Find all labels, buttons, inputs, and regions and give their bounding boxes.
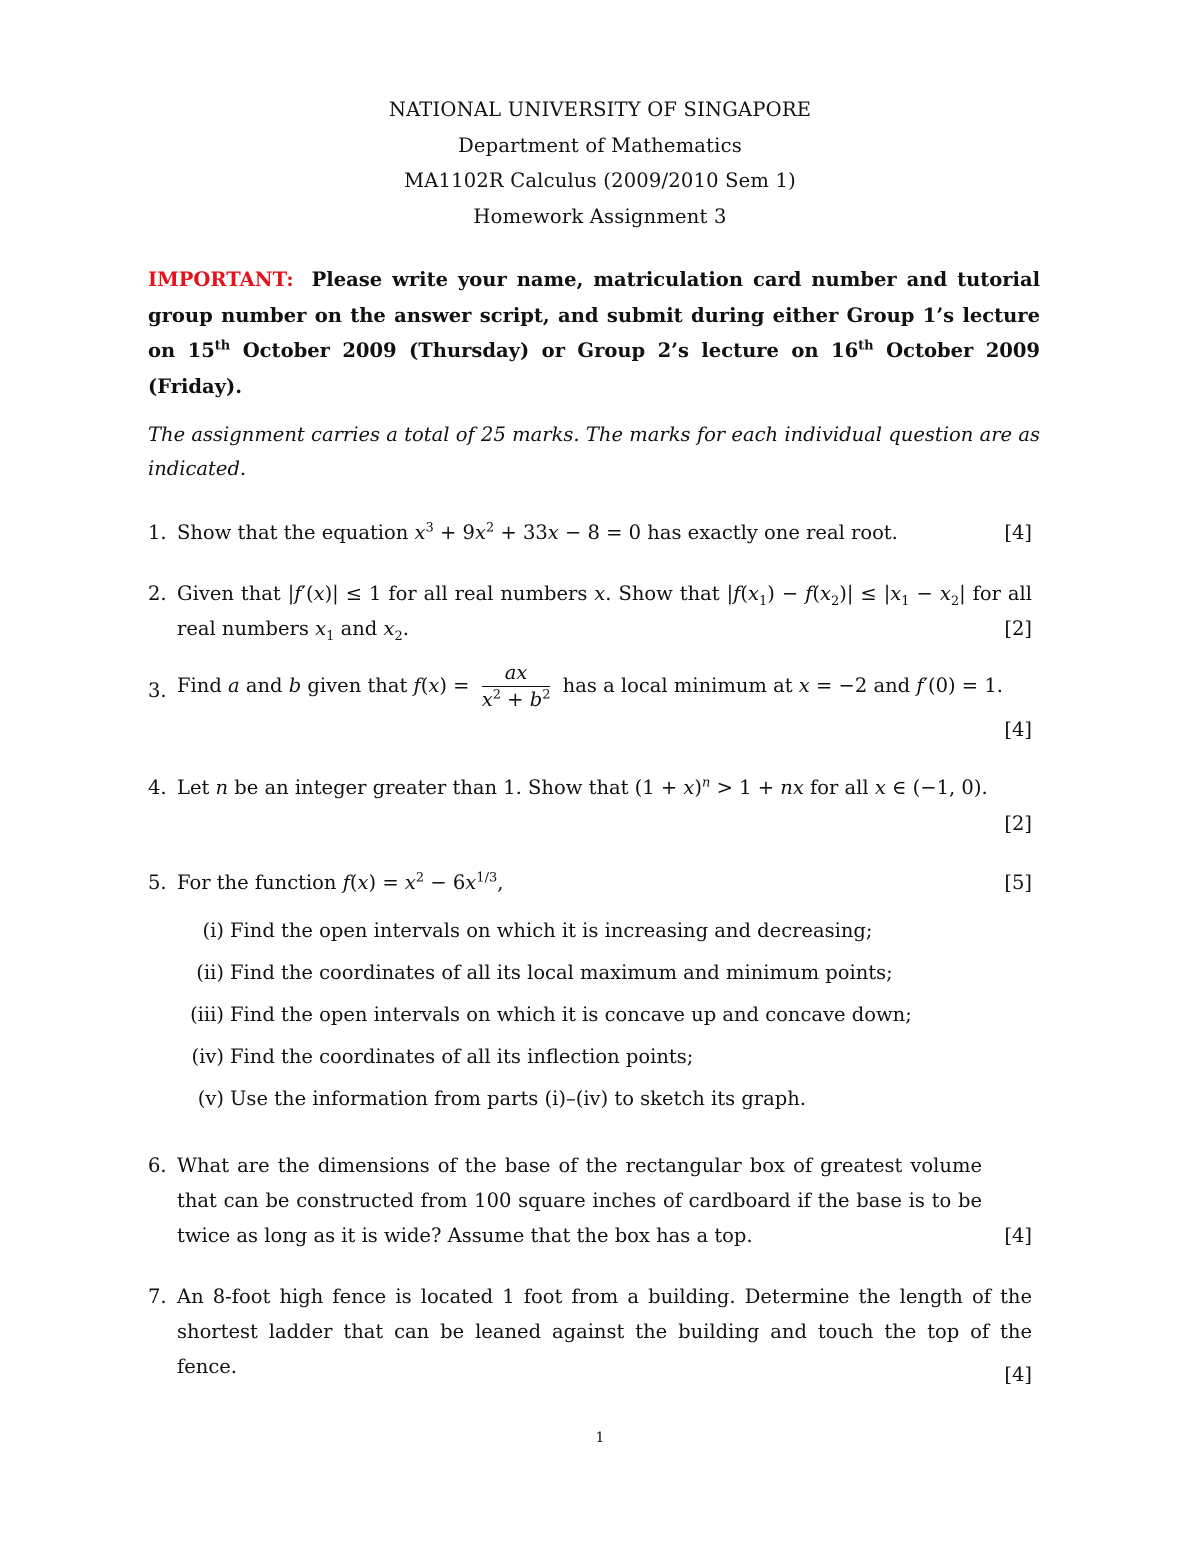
question-number: 6. xyxy=(148,1154,167,1177)
sub-part-label: (i) xyxy=(202,919,224,942)
department-name: Department of Mathematics xyxy=(458,133,742,157)
sub-part xyxy=(148,916,1032,946)
question-3 xyxy=(148,660,1032,741)
question-mark: [4] xyxy=(1004,1224,1032,1247)
question-text: Find a and b given that f(x) = $\frac{ax}{x^2 + b^2}$ has a local minimum at x = −2 and f′(0) = 1. xyxy=(177,661,1003,711)
ordinal-suffix: th xyxy=(214,338,231,354)
sub-part-text: Find the coordinates of all its inflection points; xyxy=(230,1045,694,1068)
question-text: An 8-foot high fence is located 1 foot from a building. Determine the length of the shortest ladder that can be leaned against the building and touch the top of the fence. xyxy=(177,1285,1032,1378)
university-name: NATIONAL UNIVERSITY OF SINGAPORE xyxy=(388,98,812,121)
question-1 xyxy=(148,515,1032,550)
sub-part xyxy=(148,958,1032,988)
question-mark: [4] xyxy=(1004,1363,1032,1386)
question-2 xyxy=(148,576,1032,646)
question-4 xyxy=(148,770,1032,835)
important-notice xyxy=(148,262,1040,404)
sub-part xyxy=(148,1042,1032,1072)
sub-part xyxy=(148,1000,1032,1030)
question-number: 5. xyxy=(148,871,167,894)
question-text: What are the dimensions of the base of the rectangular box of greatest volume that can be constructed from 100 square inches of cardboard if the base is to be twice as long as it is wide? Assume that the box has a top. xyxy=(177,1154,982,1247)
question-5 xyxy=(148,865,1032,900)
sub-part-text: Find the open intervals on which it is concave up and concave down; xyxy=(230,1003,912,1026)
sub-part-label: (v) xyxy=(197,1087,224,1110)
sub-part-label: (ii) xyxy=(196,961,224,984)
question-6 xyxy=(148,1148,1032,1253)
question-number: 4. xyxy=(148,776,167,799)
question-mark: [2] xyxy=(1004,812,1032,835)
document-header xyxy=(0,92,1200,234)
question-text: For the function $f(x) = x^2 - 6x^{1/3}$, xyxy=(177,870,504,894)
sub-part-text: Find the open intervals on which it is increasing and decreasing; xyxy=(230,919,873,942)
question-mark: [4] xyxy=(1004,718,1032,741)
sub-part-label: (iv) xyxy=(191,1045,224,1068)
question-number: 1. xyxy=(148,521,167,544)
question-text: Let n be an integer greater than 1. Show that $(1 + x)^n > 1$ + nx for all x ∈ (−1, 0). xyxy=(177,775,988,799)
page-number: 1 xyxy=(595,1430,605,1446)
sub-part-text: Use the information from parts (i)–(iv) to sketch its graph. xyxy=(230,1087,806,1110)
question-number: 2. xyxy=(148,582,167,605)
question-text: Show that the equation $x^3 + 9x^2 + 33x - 8 = 0$ has exactly one real root. xyxy=(177,520,898,544)
fraction: $\frac{ax}{x^2 + b^2}$ xyxy=(481,661,551,711)
question-text: Given that |f′(x)| ≤ 1 for all real numbers x. Show that $|f(x_1) - f(x_2)| \le |x_1 - x_2|$ for all real numbers $x_1$ and $x_2$. xyxy=(177,582,1032,644)
important-text-b: October 2009 (Thursday) or Group 2’s lecture on 16 xyxy=(230,339,859,362)
course-title: MA1102R Calculus (2009/2010 Sem 1) xyxy=(404,169,796,192)
question-mark: [5] xyxy=(1004,871,1032,894)
sub-part-text: Find the coordinates of all its local maximum and minimum points; xyxy=(230,961,893,984)
important-text-a: Please write your name, matriculation card number and tutorial group number on the answer script, and submit during either Group 1’s lecture on 15 xyxy=(148,268,1040,362)
marks-note: The assignment carries a total of 25 marks. The marks for each individual question are as indicated. xyxy=(148,423,1040,480)
sub-part xyxy=(148,1084,1032,1114)
ordinal-suffix: th xyxy=(858,338,874,354)
question-mark: [4] xyxy=(1004,521,1032,544)
important-label: IMPORTANT: xyxy=(148,268,294,291)
important-text-c: October 2009 (Friday). xyxy=(148,339,1041,398)
assignment-title: Homework Assignment 3 xyxy=(473,204,727,228)
question-7 xyxy=(148,1279,1032,1384)
question-number: 3. xyxy=(148,679,167,702)
question-mark: [2] xyxy=(1004,617,1032,640)
question-number: 7. xyxy=(148,1285,167,1308)
sub-part-label: (iii) xyxy=(190,1003,224,1026)
